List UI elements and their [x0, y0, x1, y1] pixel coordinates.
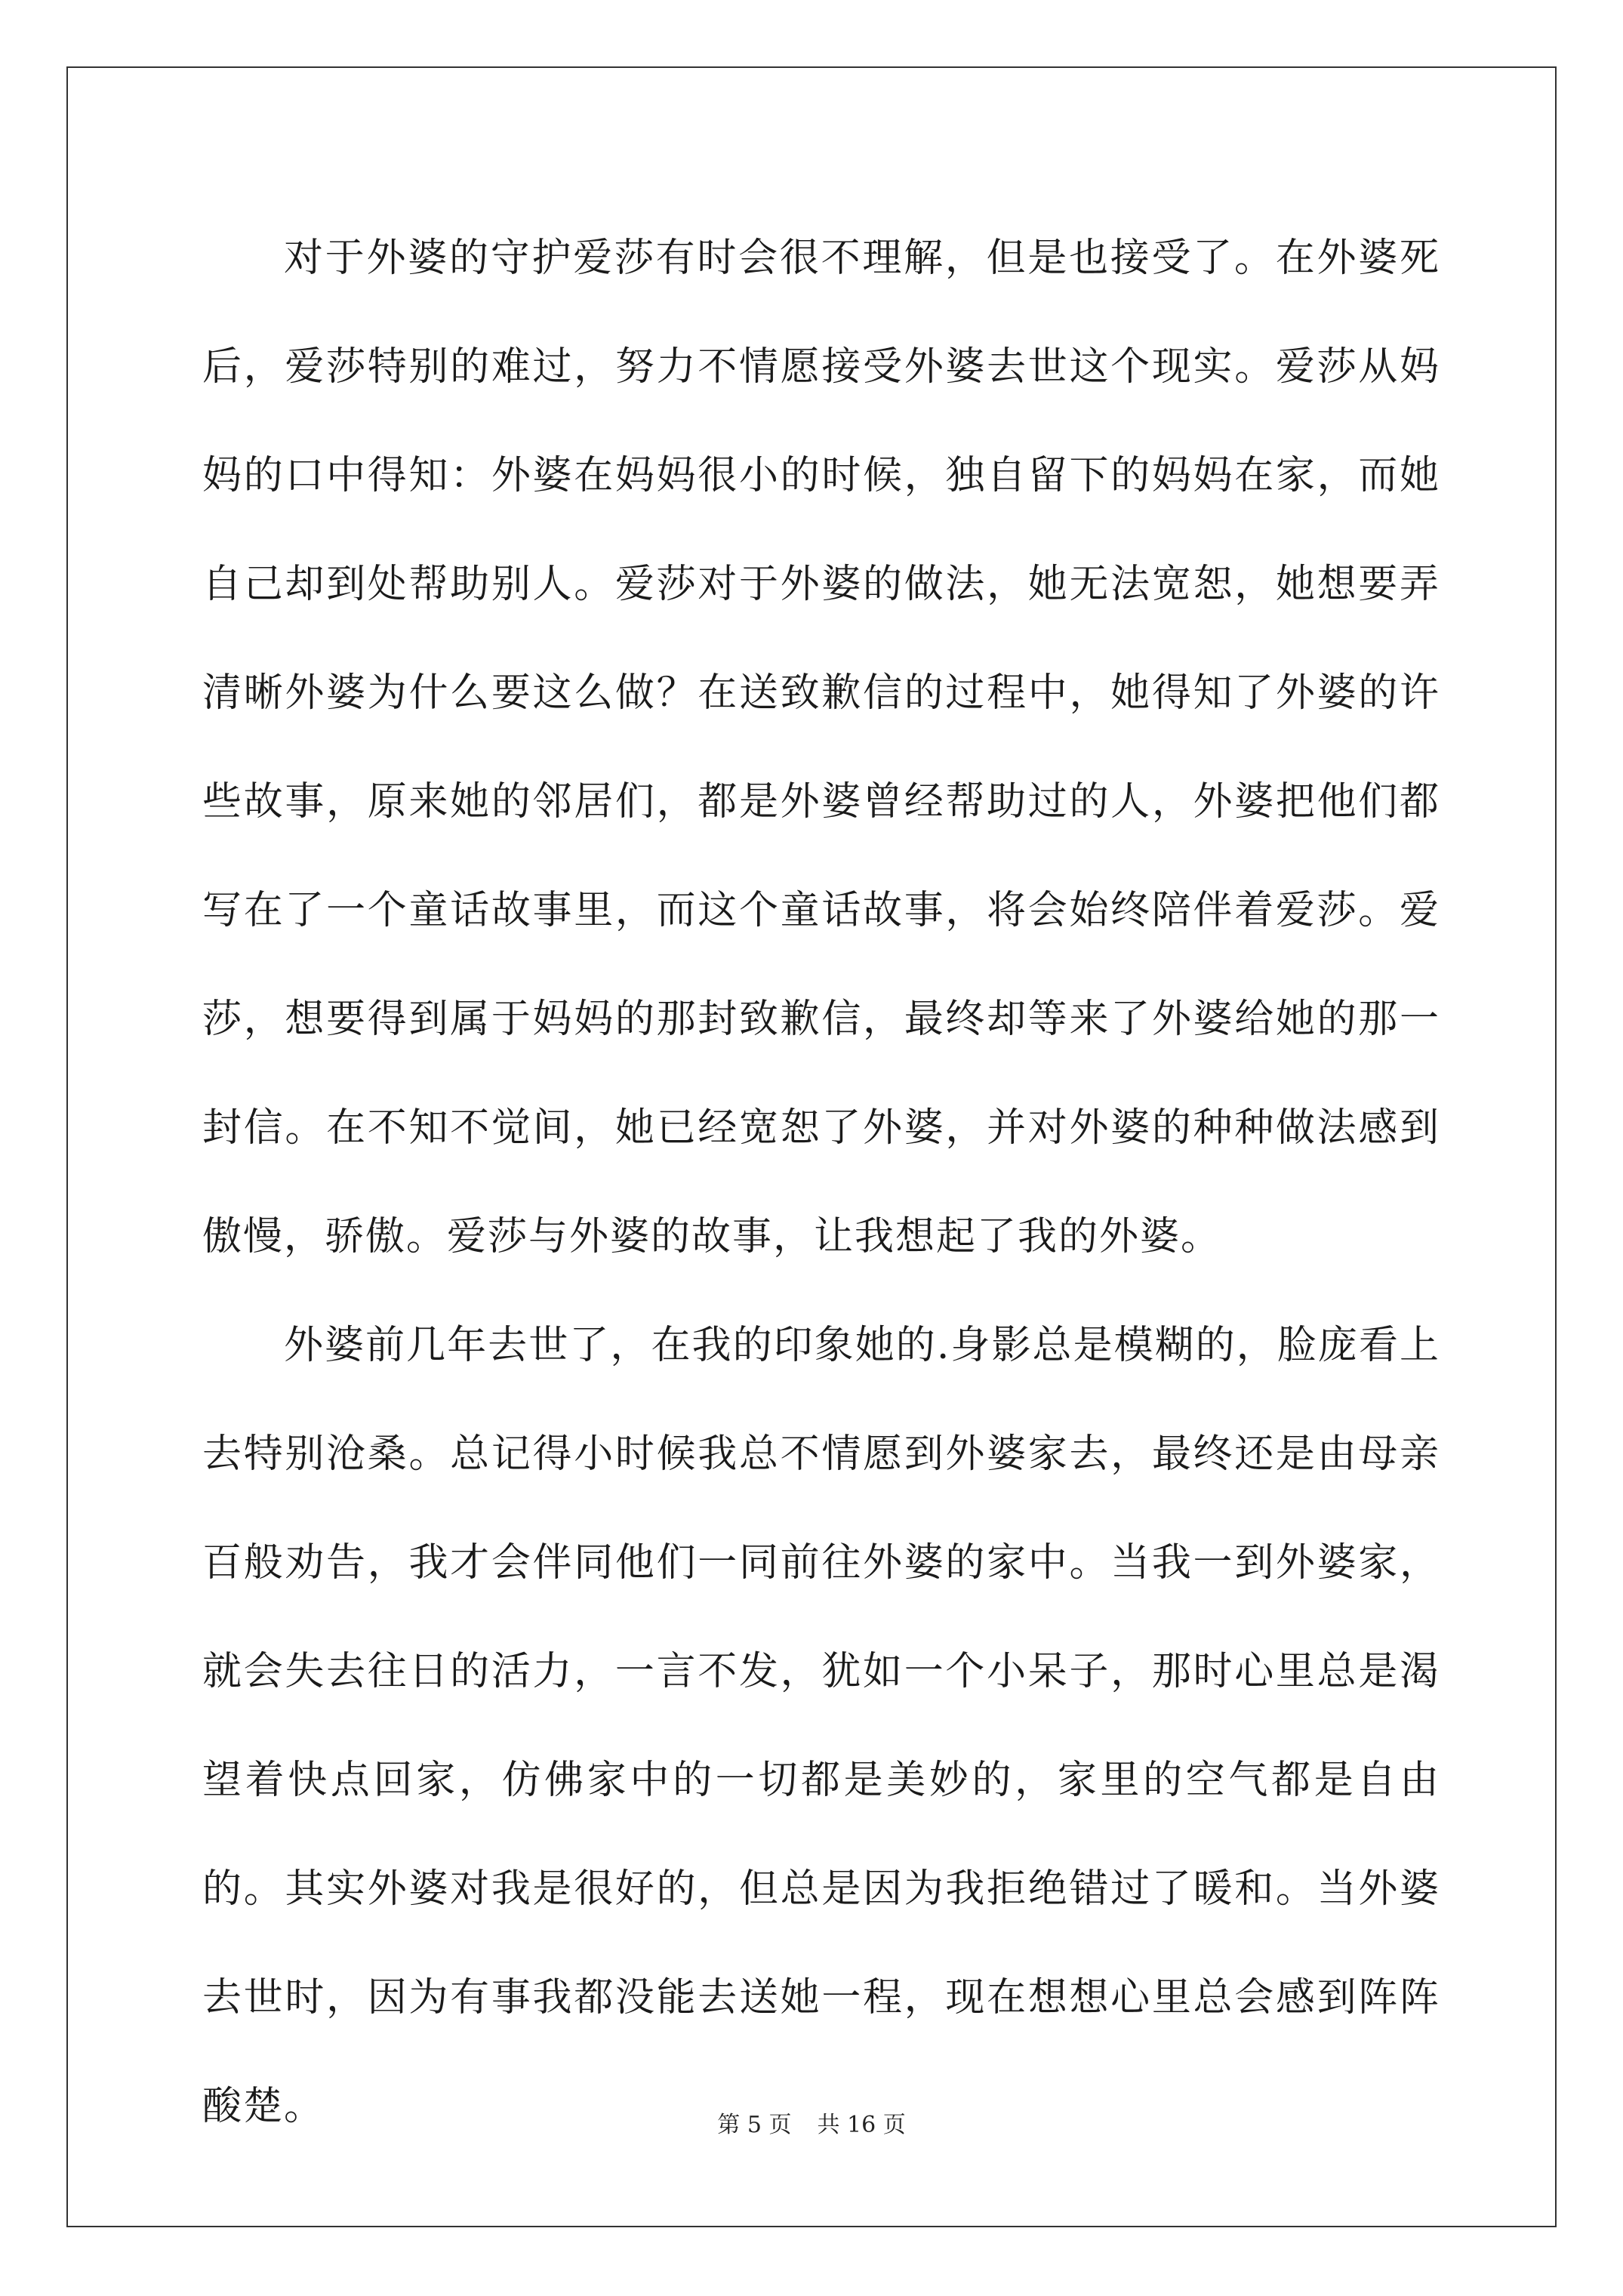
- page-footer: [0, 2110, 1623, 2140]
- page-number: 第 5 页: [717, 2112, 792, 2138]
- paragraph-2: 外婆前几年去世了，在我的印象她的.身影总是模糊的，脸庞看上去特别沧桑。总记得小时候我总不情愿到外婆家去，最终还是由母亲百般劝告，我才会伴同他们一同前往外婆的家中。当我一到外婆家，就会失去往日的活力，一言不发，犹如一个小呆子，那时心里总是渴望着快点回家，仿佛家中的一切都是美妙的，家里的空气都是自由的。其实外婆对我是很好的，但总是因为我拒绝错过了暖和。当外婆去世时，因为有事我都没能去送她一程，现在想想心里总会感到阵阵酸楚。: [202, 1323, 1440, 2129]
- paragraph-1: 对于外婆的守护爱莎有时会很不理解，但是也接受了。在外婆死后，爱莎特别的难过，努力不情愿接受外婆去世这个现实。爱莎从妈妈的口中得知：外婆在妈妈很小的时候，独自留下的妈妈在家，而她自己却到处帮助别人。爱莎对于外婆的做法，她无法宽恕，她想要弄清晰外婆为什么要这么做？在送致歉信的过程中，她得知了外婆的许些故事，原来她的邻居们，都是外婆曾经帮助过的人，外婆把他们都写在了一个童话故事里，而这个童话故事，将会始终陪伴着爱莎。爱莎，想要得到属于妈妈的那封致歉信，最终却等来了外婆给她的那一封信。在不知不觉间，她已经宽恕了外婆，并对外婆的种种做法感到傲慢，骄傲。爱莎与外婆的故事，让我想起了我的外婆。: [202, 236, 1440, 1259]
- document-body: [202, 204, 1440, 2161]
- page-total: 共 16 页: [817, 2112, 906, 2138]
